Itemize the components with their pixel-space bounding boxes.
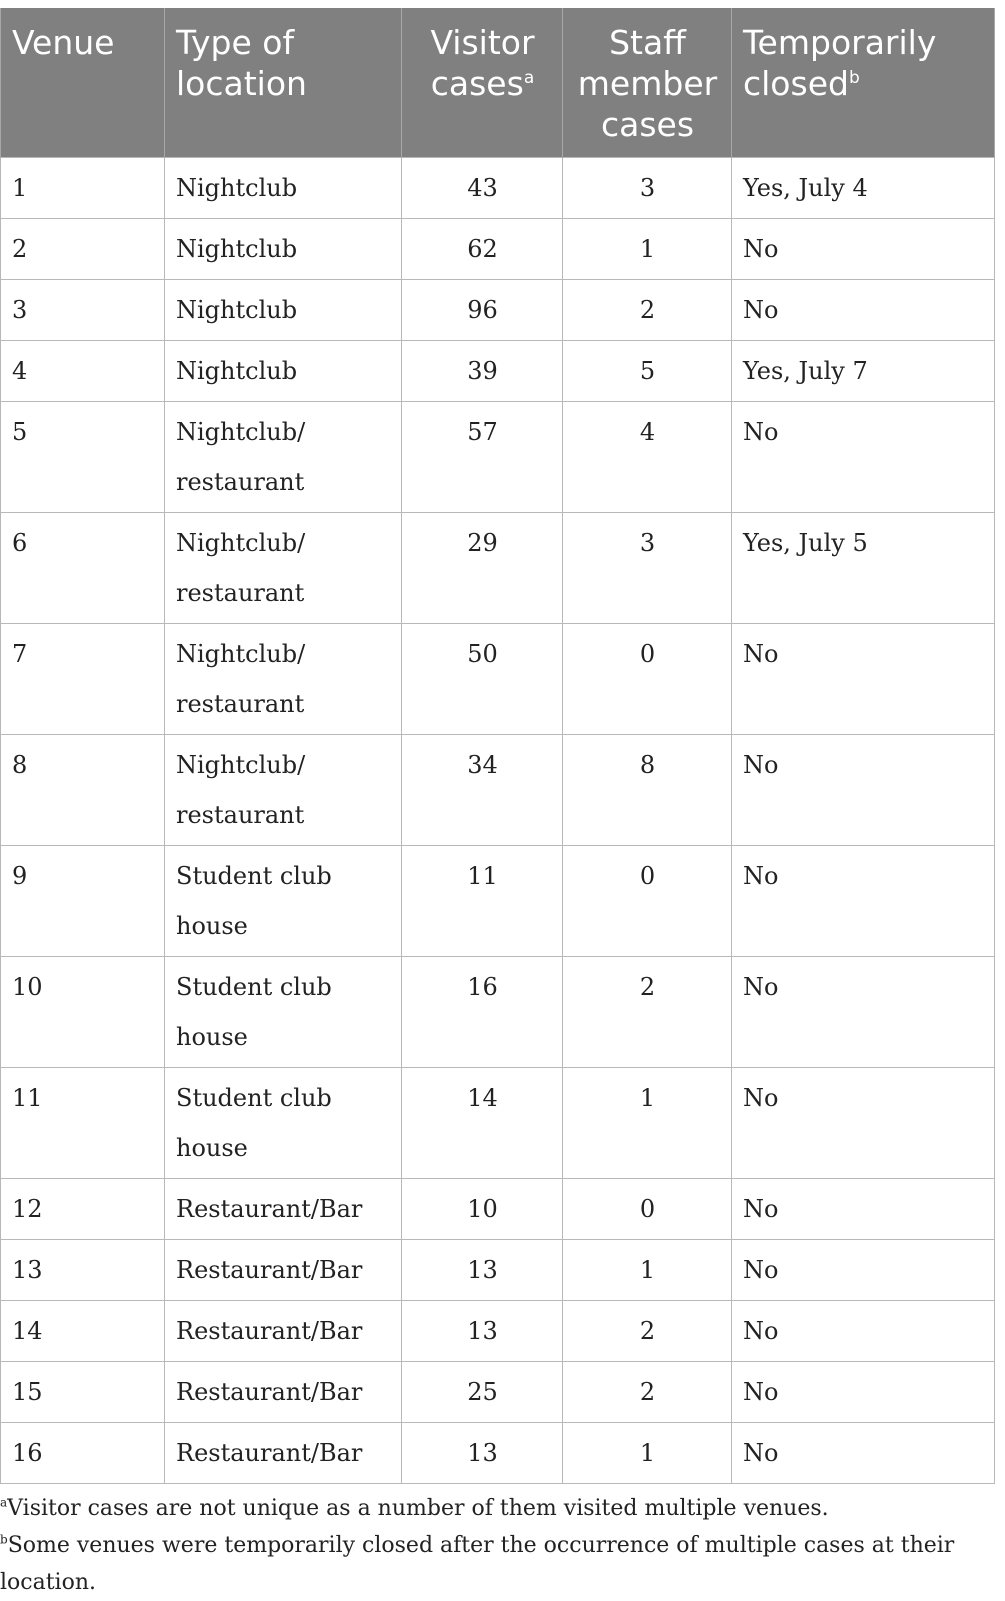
cell-staff-cases: 2 [563, 280, 732, 341]
table-header [1, 8, 995, 158]
table-row [1, 1362, 995, 1423]
cell-visitor-cases: 29 [402, 513, 563, 624]
cell-venue: 9 [1, 846, 165, 957]
cell-temporarily-closed: No [732, 735, 995, 846]
cell-temporarily-closed: No [732, 1068, 995, 1179]
column-header-venue: Venue [1, 8, 165, 158]
cell-venue: 15 [1, 1362, 165, 1423]
cell-staff-cases: 1 [563, 1240, 732, 1301]
cell-venue: 8 [1, 735, 165, 846]
cell-venue: 13 [1, 1240, 165, 1301]
cell-visitor-cases: 43 [402, 158, 563, 219]
cell-temporarily-closed: No [732, 1362, 995, 1423]
cell-type: Student club house [165, 1068, 402, 1179]
cell-visitor-cases: 14 [402, 1068, 563, 1179]
column-header-staff-cases: Staff member cases [563, 8, 732, 158]
cell-type: Restaurant/Bar [165, 1423, 402, 1484]
cell-type: Nightclub/ restaurant [165, 624, 402, 735]
table-row [1, 1301, 995, 1362]
cell-venue: 6 [1, 513, 165, 624]
cell-visitor-cases: 50 [402, 624, 563, 735]
header-row [1, 8, 995, 158]
table-row [1, 624, 995, 735]
cell-staff-cases: 5 [563, 341, 732, 402]
cell-visitor-cases: 62 [402, 219, 563, 280]
cell-venue: 2 [1, 219, 165, 280]
cell-temporarily-closed: Yes, July 4 [732, 158, 995, 219]
cell-type: Student club house [165, 846, 402, 957]
cell-venue: 5 [1, 402, 165, 513]
cell-temporarily-closed: No [732, 1423, 995, 1484]
table-row [1, 280, 995, 341]
table-body [1, 158, 995, 1484]
cell-temporarily-closed: Yes, July 7 [732, 341, 995, 402]
cell-venue: 7 [1, 624, 165, 735]
cell-type: Nightclub/ restaurant [165, 402, 402, 513]
cell-staff-cases: 0 [563, 624, 732, 735]
table-row [1, 1240, 995, 1301]
cell-visitor-cases: 39 [402, 341, 563, 402]
table-row [1, 1423, 995, 1484]
table-row [1, 1179, 995, 1240]
table-row [1, 402, 995, 513]
cell-visitor-cases: 13 [402, 1240, 563, 1301]
cell-type: Restaurant/Bar [165, 1179, 402, 1240]
cell-staff-cases: 2 [563, 957, 732, 1068]
cell-type: Nightclub [165, 280, 402, 341]
cell-visitor-cases: 96 [402, 280, 563, 341]
cell-staff-cases: 1 [563, 1068, 732, 1179]
table-row [1, 158, 995, 219]
cell-staff-cases: 2 [563, 1301, 732, 1362]
venue-cases-table [0, 8, 995, 1484]
cell-venue: 1 [1, 158, 165, 219]
table-row [1, 735, 995, 846]
cell-type: Restaurant/Bar [165, 1362, 402, 1423]
cell-visitor-cases: 57 [402, 402, 563, 513]
data-table-container [0, 8, 994, 1484]
cell-venue: 12 [1, 1179, 165, 1240]
cell-venue: 3 [1, 280, 165, 341]
cell-staff-cases: 2 [563, 1362, 732, 1423]
cell-visitor-cases: 13 [402, 1301, 563, 1362]
cell-staff-cases: 0 [563, 846, 732, 957]
footnote-a: $^a$Visitor cases are not unique as a number of them visited multiple venues. [0, 1495, 829, 1521]
cell-temporarily-closed: No [732, 1240, 995, 1301]
footnote-mark-a: a [523, 68, 535, 88]
cell-type: Nightclub [165, 341, 402, 402]
footnotes [0, 1490, 1000, 1601]
cell-visitor-cases: 10 [402, 1179, 563, 1240]
cell-visitor-cases: 16 [402, 957, 563, 1068]
cell-visitor-cases: 25 [402, 1362, 563, 1423]
cell-temporarily-closed: No [732, 846, 995, 957]
cell-type: Nightclub [165, 219, 402, 280]
cell-temporarily-closed: No [732, 402, 995, 513]
cell-staff-cases: 1 [563, 1423, 732, 1484]
cell-venue: 10 [1, 957, 165, 1068]
cell-temporarily-closed: Yes, July 5 [732, 513, 995, 624]
cell-venue: 11 [1, 1068, 165, 1179]
cell-staff-cases: 3 [563, 513, 732, 624]
cell-venue: 16 [1, 1423, 165, 1484]
cell-type: Restaurant/Bar [165, 1301, 402, 1362]
cell-venue: 14 [1, 1301, 165, 1362]
cell-type: Nightclub/ restaurant [165, 735, 402, 846]
cell-staff-cases: 3 [563, 158, 732, 219]
cell-temporarily-closed: No [732, 280, 995, 341]
cell-visitor-cases: 11 [402, 846, 563, 957]
footnote-b: $^b$Some venues were temporarily closed after the occurrence of multiple cases at their location. [0, 1532, 955, 1595]
cell-staff-cases: 8 [563, 735, 732, 846]
cell-type: Student club house [165, 957, 402, 1068]
cell-temporarily-closed: No [732, 1179, 995, 1240]
column-header-type: Type of location [165, 8, 402, 158]
table-row [1, 957, 995, 1068]
cell-temporarily-closed: No [732, 957, 995, 1068]
cell-temporarily-closed: No [732, 219, 995, 280]
cell-staff-cases: 1 [563, 219, 732, 280]
table-row [1, 341, 995, 402]
table-row [1, 219, 995, 280]
cell-temporarily-closed: No [732, 624, 995, 735]
table-row [1, 513, 995, 624]
footnote-mark-b: b [848, 68, 860, 88]
cell-visitor-cases: 13 [402, 1423, 563, 1484]
cell-type: Nightclub/ restaurant [165, 513, 402, 624]
cell-staff-cases: 0 [563, 1179, 732, 1240]
cell-visitor-cases: 34 [402, 735, 563, 846]
table-row [1, 1068, 995, 1179]
cell-temporarily-closed: No [732, 1301, 995, 1362]
column-header-temporarily-closed: Temporarily closed$^b$ [732, 8, 995, 158]
cell-type: Nightclub [165, 158, 402, 219]
table-row [1, 846, 995, 957]
column-header-visitor-cases: Visitor cases$^a$ [402, 8, 563, 158]
cell-type: Restaurant/Bar [165, 1240, 402, 1301]
cell-venue: 4 [1, 341, 165, 402]
cell-staff-cases: 4 [563, 402, 732, 513]
